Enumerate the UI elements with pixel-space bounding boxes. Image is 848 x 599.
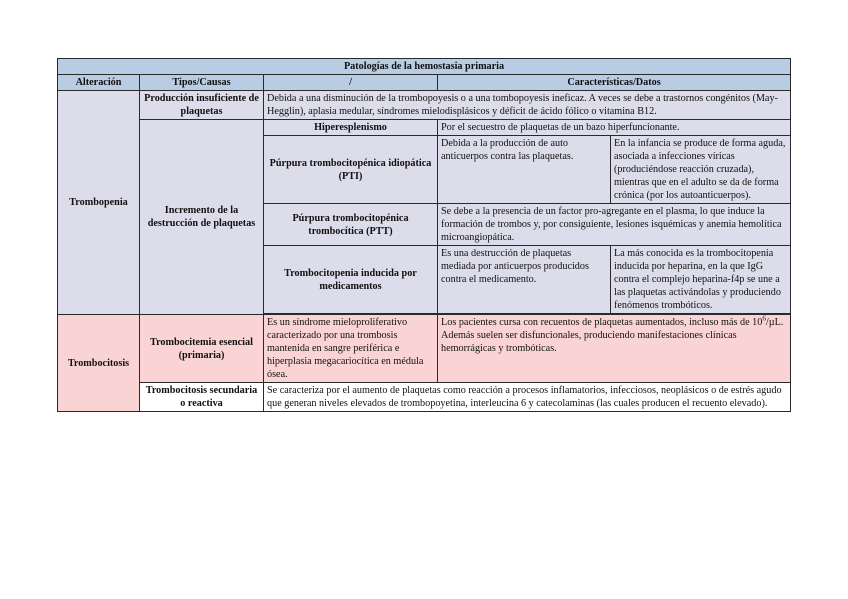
title-row: [58, 59, 791, 75]
esencial-text-2b: /µL. Además suelen ser disfuncionales, produciendo manifestaciones clínicas hemorrágicas y trombóticas.: [441, 317, 784, 354]
medicamentos-text-1: Es una destrucción de plaquetas mediada por anticuerpos producidos contra el medicamento.: [438, 246, 611, 314]
table-row: [58, 383, 791, 412]
pti-text-1: Debida a la producción de auto anticuerpos contra las plaquetas.: [438, 136, 611, 204]
header-caracteristicas: Características/Datos: [438, 75, 791, 91]
esencial-text-2: [438, 315, 791, 383]
subtipo-medicamentos: Trombocitopenia inducida por medicamentos: [264, 246, 438, 314]
header-alteracion: Alteración: [58, 75, 140, 91]
produccion-text: Debida a una disminución de la trombopoyesis o a una tombopoyesis ineficaz. A veces se debe a trastornos congénitos (May-Hegglin), aplasia medular, síndromes mielodisplásicos y déficit de ácido fólico o vitamina B12.: [264, 91, 791, 120]
causa-produccion: Producción insuficiente de plaquetas: [140, 91, 264, 120]
esencial-text-2a: Los pacientes cursa con recuentos de plaquetas aumentados, incluso más de 10: [441, 317, 763, 328]
header-slash: /: [264, 75, 438, 91]
subtipo-hiperesplenismo: Hiperesplenismo: [264, 120, 438, 136]
secundaria-text: Se caracteriza por el aumento de plaquetas como reacción a procesos inflamatorios, infecciosos, neoplásicos o de estrés agudo que generan niveles elevados de trombopoyetina, interleucina 6 y catecolaminas (las cuales producen el recuento elevado).: [264, 383, 791, 412]
pti-text-2: En la infancia se produce de forma aguda, asociada a infecciones víricas (produciéndose reacción cruzada), mientras que en el adulto se da de forma crónica (por los autoanticuerpos).: [611, 136, 791, 204]
table-title: Patologías de la hemostasia primaria: [58, 59, 791, 75]
causa-secundaria: Trombocitosis secundaria o reactiva: [140, 383, 264, 412]
table-row: [58, 91, 791, 120]
alteracion-trombocitosis: Trombocitosis: [58, 315, 140, 412]
hiperesplenismo-text: Por el secuestro de plaquetas de un bazo hiperfuncionante.: [438, 120, 791, 136]
esencial-superscript: 6: [762, 314, 766, 323]
causa-incremento: Incremento de la destrucción de plaquetas: [140, 120, 264, 315]
table-row: [58, 120, 791, 136]
header-tipos: Tipos/Causas: [140, 75, 264, 91]
subtipo-ptt: Púrpura trombocitopénica trombocítica (PTT): [264, 204, 438, 246]
table-row: [58, 315, 791, 383]
alteracion-trombopenia: Trombopenia: [58, 91, 140, 315]
medicamentos-text-2: La más conocida es la trombocitopenia inducida por heparina, en la que IgG contra el complejo heparina-f4p se une a las plaquetas activándolas y produciendo fenómenos trombóticos.: [611, 246, 791, 314]
causa-esencial: Trombocitemia esencial (primaria): [140, 315, 264, 383]
header-row: [58, 75, 791, 91]
ptt-text: Se debe a la presencia de un factor pro-agregante en el plasma, lo que induce la formación de trombos y, por consiguiente, lesiones isquémicas y anemia hemolítica microangiopática.: [438, 204, 791, 246]
subtipo-pti: Púrpura trombocitopénica idiopática (PTI): [264, 136, 438, 204]
hemostasia-table: [57, 58, 791, 412]
esencial-text-1: Es un síndrome mieloproliferativo caracterizado por una trombosis mantenida en sangre periférica e hiperplasia megacariocítica en médula ósea.: [264, 315, 438, 383]
